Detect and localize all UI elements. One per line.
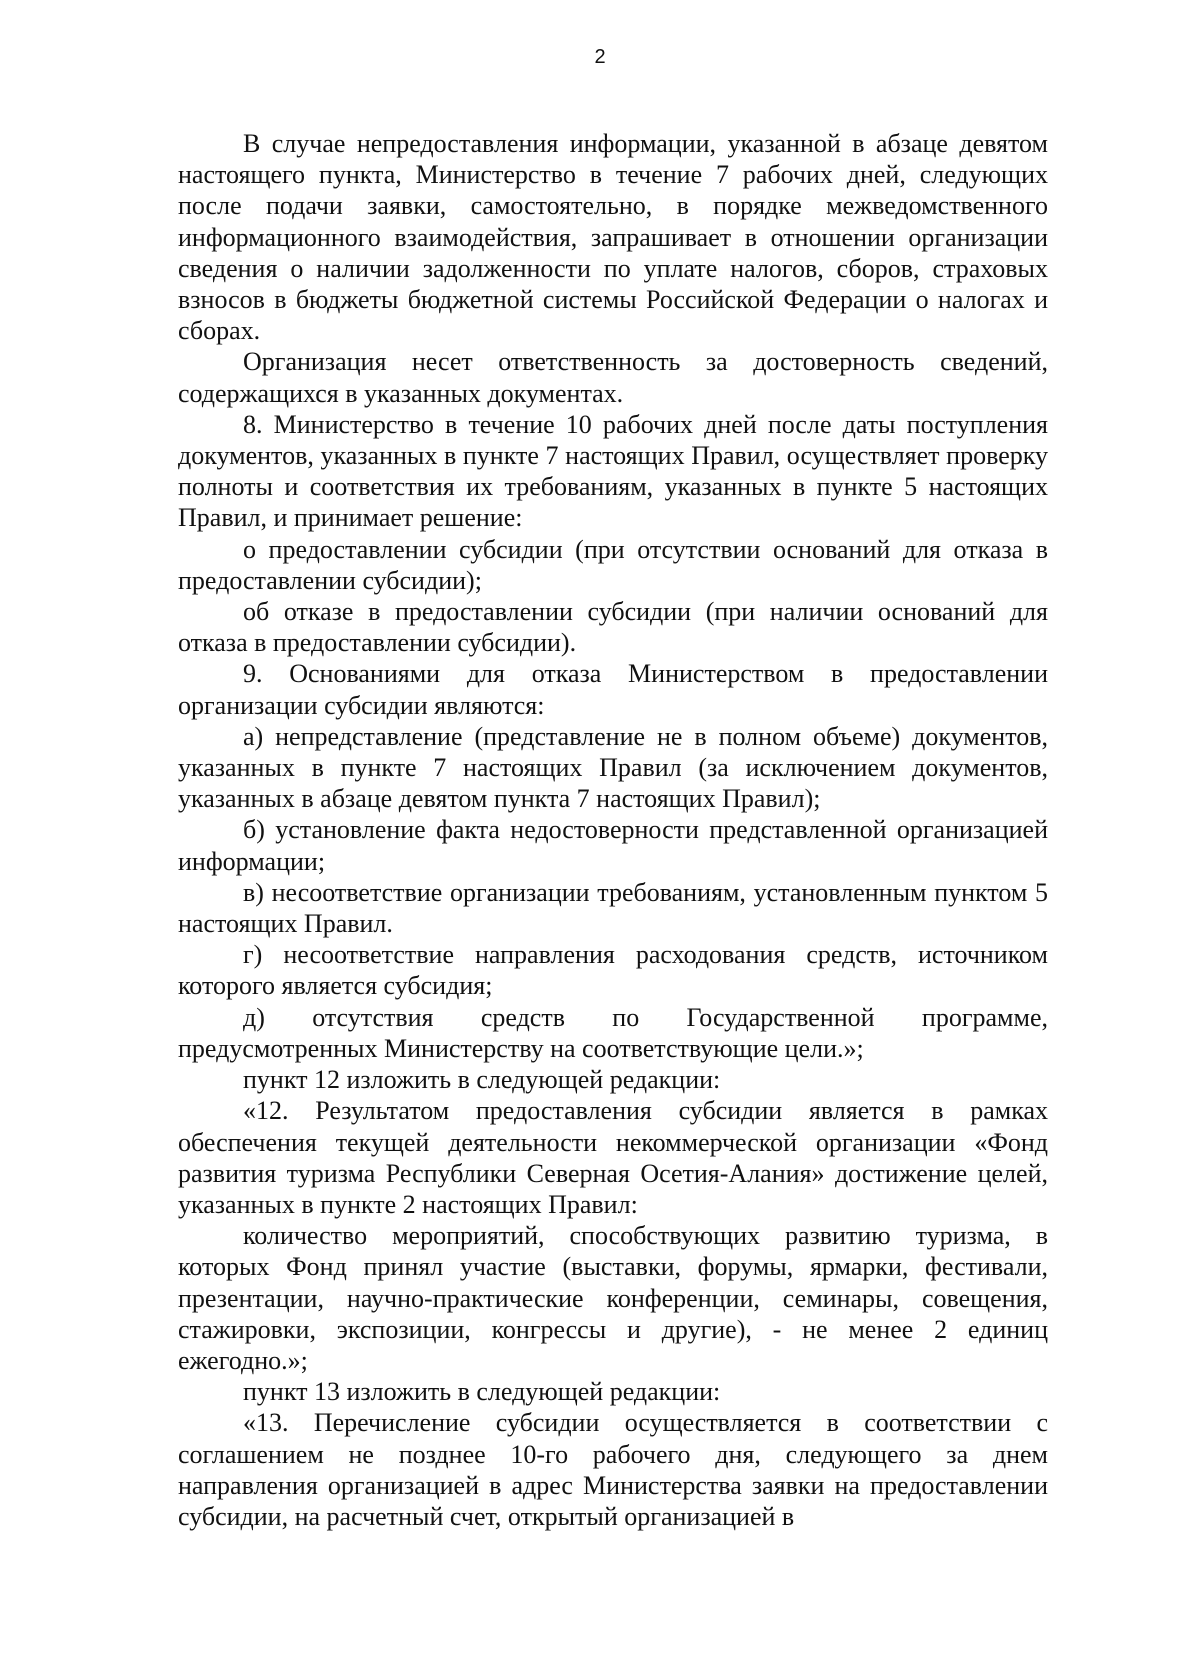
paragraph-item-13: «13. Перечисление субсидии осуществляется в соответствии с соглашением не позднее 10-го рабочего дня, следующего за днем направления организацией в адрес Министерства заявки на предоставлении субсидии, на расчетный счет, открытый организацией в	[178, 1408, 1048, 1531]
paragraph-item-9b: б) установление факта недостоверности представленной организацией информации;	[178, 815, 1048, 876]
page-number: 2	[594, 46, 606, 68]
paragraph-events-count: количество мероприятий, способствующих развитию туризма, в которых Фонд принял участие (выставки, форумы, ярмарки, фестивали, презентации, научно-практические конференции, семинары, совещения, стажировки, экспозиции, конгрессы и другие), - не менее 2 единиц ежегодно.»;	[178, 1221, 1048, 1375]
paragraph-decision-grant: о предоставлении субсидии (при отсутствии оснований для отказа в предоставлении субсидии);	[178, 534, 1048, 595]
paragraph-responsibility: Организация несет ответственность за достоверность сведений, содержащихся в указанных документах.	[178, 347, 1048, 408]
paragraph-item-9d: д) отсутствия средств по Государственной программе, предусмотренных Министерству на соответствующие цели.»;	[178, 1002, 1048, 1063]
document-body	[178, 128, 1048, 1532]
paragraph-item-8: 8. Министерство в течение 10 рабочих дней после даты поступления документов, указанных в пункте 7 настоящих Правил, осуществляет проверку полноты и соответствия их требованиям, указанных в пункте 5 настоящих Правил, и принимает решение:	[178, 409, 1048, 533]
paragraph-amend-13: пункт 13 изложить в следующей редакции:	[243, 1377, 721, 1407]
paragraph-item-9g: г) несоответствие направления расходования средств, источником которого является субсидия;	[178, 940, 1048, 1001]
paragraph-item-9: 9. Основаниями для отказа Министерством в предоставлении организации субсидии являются:	[178, 659, 1048, 720]
paragraph-item-9a: а) непредставление (представление не в полном объеме) документов, указанных в пункте 7 настоящих Правил (за исключением документов, указанных в абзаце девятом пункта 7 настоящих Правил);	[178, 721, 1048, 814]
paragraph-item-9v: в) несоответствие организации требованиям, установленным пунктом 5 настоящих Правил.	[178, 877, 1048, 939]
paragraph-decision-refuse: об отказе в предоставлении субсидии (при наличии оснований для отказа в предоставлении субсидии).	[178, 597, 1048, 658]
paragraph-missing-info: В случае непредоставления информации, указанной в абзаце девятом настоящего пункта, Министерство в течение 7 рабочих дней, следующих после подачи заявки, самостоятельно, в порядке межведомственного информационного взаимодействия, запрашивает в отношении организации сведения о наличии задолженности по уплате налогов, сборов, страховых взносов в бюджеты бюджетной системы Российской Федерации о налогах и сборах.	[178, 129, 1048, 346]
paragraph-amend-12: пункт 12 изложить в следующей редакции:	[243, 1065, 721, 1095]
paragraph-item-12: «12. Результатом предоставления субсидии является в рамках обеспечения текущей деятельности некоммерческой организации «Фонд развития туризма Республики Северная Осетия-Алания» достижение целей, указанных в пункте 2 настоящих Правил:	[178, 1096, 1048, 1219]
